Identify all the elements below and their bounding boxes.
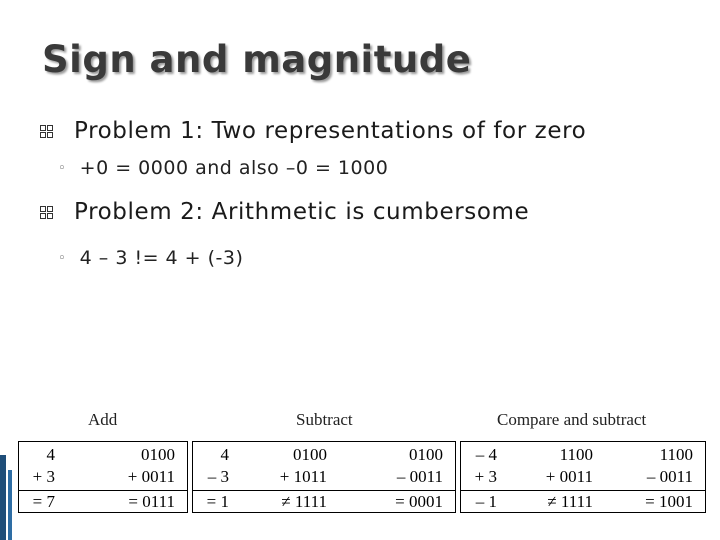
cell: 1100	[659, 445, 693, 464]
cell: = 0001	[395, 492, 443, 511]
sub-bullet-1	[58, 157, 388, 179]
circle-bullet-icon: ◦	[58, 160, 66, 176]
cell: ≠ 1111	[547, 492, 593, 511]
page-title: Sign and magnitude	[42, 38, 472, 81]
cell: + 0011	[127, 467, 175, 486]
cell: 1100	[559, 445, 593, 464]
square-bullet-icon	[40, 206, 53, 219]
sub-bullet-2	[58, 247, 243, 269]
bullet-2-text: Problem 2: Arithmetic is cumbersome	[74, 199, 530, 225]
table-row	[193, 466, 455, 488]
cell: = 0111	[128, 492, 175, 511]
cell: 0100	[293, 445, 327, 464]
cell: 0100	[141, 445, 175, 464]
cell: + 0011	[545, 467, 593, 486]
cell: 4	[46, 445, 55, 464]
sub-bullet-1-text: +0 = 0000 and also –0 = 1000	[79, 157, 389, 179]
sub-bullet-2-text: 4 – 3 != 4 + (-3)	[79, 247, 244, 269]
bullet-2	[40, 199, 529, 225]
bullet-1-text: Problem 1: Two representations of for zero	[74, 118, 587, 144]
table-row	[461, 444, 705, 466]
add-panel	[18, 441, 188, 513]
square-bullet-icon	[40, 125, 53, 138]
accent-bar	[8, 470, 12, 540]
compare-panel	[460, 441, 706, 513]
cell: – 4	[475, 445, 497, 464]
cell: – 3	[207, 467, 229, 486]
cell: = 7	[32, 492, 55, 511]
table-row	[461, 466, 705, 488]
subtract-panel	[192, 441, 456, 513]
cell: – 1	[475, 492, 497, 511]
table-row	[193, 444, 455, 466]
bullet-1	[40, 118, 586, 144]
heading-compare: Compare and subtract	[497, 410, 647, 429]
cell: = 1001	[645, 492, 693, 511]
table-row	[19, 490, 187, 513]
cell: – 0011	[646, 467, 693, 486]
table-row	[461, 490, 705, 513]
table-row	[19, 466, 187, 488]
cell: ≠ 1111	[281, 492, 327, 511]
heading-add: Add	[88, 410, 118, 429]
cell: 0100	[409, 445, 443, 464]
circle-bullet-icon: ◦	[58, 250, 66, 266]
accent-bar	[0, 455, 6, 540]
cell: = 1	[206, 492, 229, 511]
cell: – 0011	[396, 467, 443, 486]
cell: 4	[220, 445, 229, 464]
table-row	[193, 490, 455, 513]
cell: + 3	[32, 467, 55, 486]
table-row	[19, 444, 187, 466]
cell: + 3	[474, 467, 497, 486]
heading-subtract: Subtract	[296, 410, 353, 429]
cell: + 1011	[279, 467, 327, 486]
